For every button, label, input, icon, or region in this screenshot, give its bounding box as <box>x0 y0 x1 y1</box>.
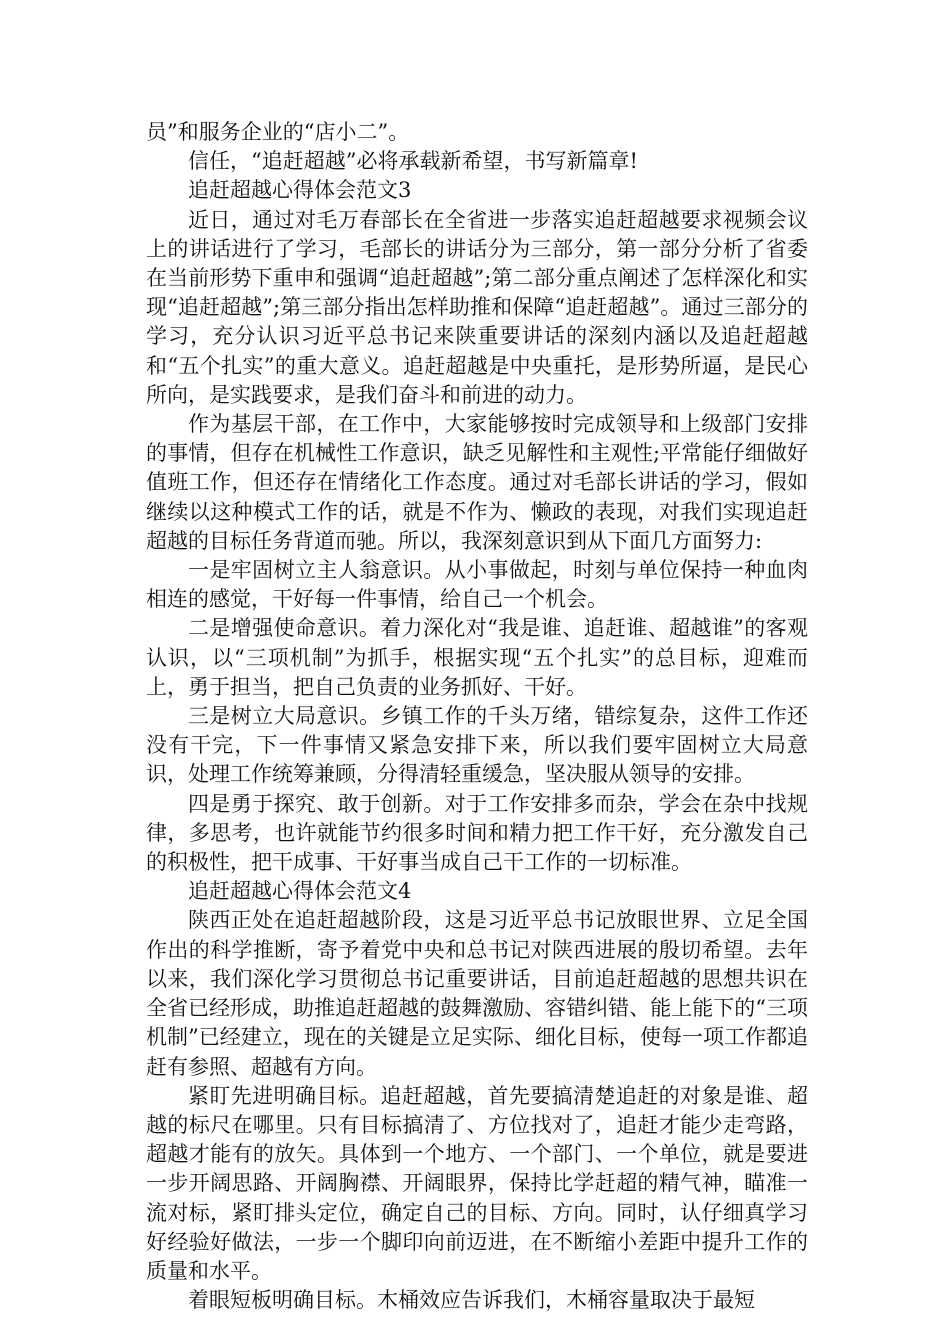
paragraph: 信任，“追赶超越”必将承载新希望，书写新篇章! <box>188 149 638 174</box>
document-page <box>146 118 808 1315</box>
paragraph: 作为基层干部，在工作中，大家能够按时完成领导和上级部门安排的事情，但存在机械性工作意识，缺乏见解性和主观性;平常能仔细做好值班工作，但还存在情绪化工作态度。通过对毛部长讲话的学习，假如继续以这种模式工作的话，就是不作为、懒政的表现，对我们实现追赶超越的目标任务背道而驰。所以，我深刻意识到从下面几方面努力: <box>146 412 808 553</box>
paragraph: 近日，通过对毛万春部长在全省进一步落实追赶超越要求视频会议上的讲话进行了学习，毛部长的讲话分为三部分，第一部分分析了省委在当前形势下重申和强调“追赶超越”;第二部分重点阐述了怎样深化和实现“追赶超越”;第三部分指出怎样助推和保障“追赶超越”。通过三部分的学习，充分认识习近平总书记来陕重要讲话的深刻内涵以及追赶超越和“五个扎实”的重大意义。追赶超越是中央重托，是形势所逼，是民心所向，是实践要求，是我们奋斗和前进的动力。 <box>146 207 808 407</box>
paragraph: 四是勇于探究、敢于创新。对于工作安排多而杂，学会在杂中找规律，多思考，也许就能节约很多时间和精力把工作干好，充分激发自己的积极性，把干成事、干好事当成自己干工作的一切标准。 <box>146 791 808 875</box>
paragraph: 紧盯先进明确目标。追赶超越，首先要搞清楚追赶的对象是谁、超越的标尺在哪里。只有目标搞清了、方位找对了，追赶才能少走弯路，超越才能有的放矢。具体到一个地方、一个部门、一个单位，就是要进一步开阔思路、开阔胸襟、开阔眼界，保持比学赶超的精气神，瞄准一流对标，紧盯排头定位，确定自己的目标、方向。同时，认仔细真学习好经验好做法，一步一个脚印向前迈进，在不断缩小差距中提升工作的质量和水平。 <box>146 1083 808 1283</box>
paragraph-continuation: 员”和服务企业的“店小二”。 <box>146 120 410 144</box>
section-heading: 追赶超越心得体会范文4 <box>188 879 412 904</box>
section-heading: 追赶超越心得体会范文3 <box>188 178 412 203</box>
paragraph: 一是牢固树立主人翁意识。从小事做起，时刻与单位保持一种血肉相连的感觉，干好每一件事情，给自己一个机会。 <box>146 558 808 612</box>
paragraph: 着眼短板明确目标。木桶效应告诉我们，木桶容量取决于最短 <box>188 1288 755 1313</box>
paragraph: 陕西正处在追赶超越阶段，这是习近平总书记放眼世界、立足全国作出的科学推断，寄予着党中央和总书记对陕西进展的殷切希望。去年以来，我们深化学习贯彻总书记重要讲话，目前追赶超越的思想共识在全省已经形成，助推追赶超越的鼓舞激励、容错纠错、能上能下的“三项机制”已经建立，现在的关键是立足实际、细化目标，使每一项工作都追赶有参照、超越有方向。 <box>146 908 808 1079</box>
paragraph: 三是树立大局意识。乡镇工作的千头万绪，错综复杂，这件工作还没有干完，下一件事情又紧急安排下来，所以我们要牢固树立大局意识，处理工作统筹兼顾，分得清轻重缓急，坚决服从领导的安排。 <box>146 704 808 787</box>
paragraph: 二是增强使命意识。着力深化对“我是谁、追赶谁、超越谁”的客观认识，以“三项机制”为抓手，根据实现“五个扎实”的总目标，迎难而上，勇于担当，把自己负责的业务抓好、干好。 <box>146 616 808 699</box>
